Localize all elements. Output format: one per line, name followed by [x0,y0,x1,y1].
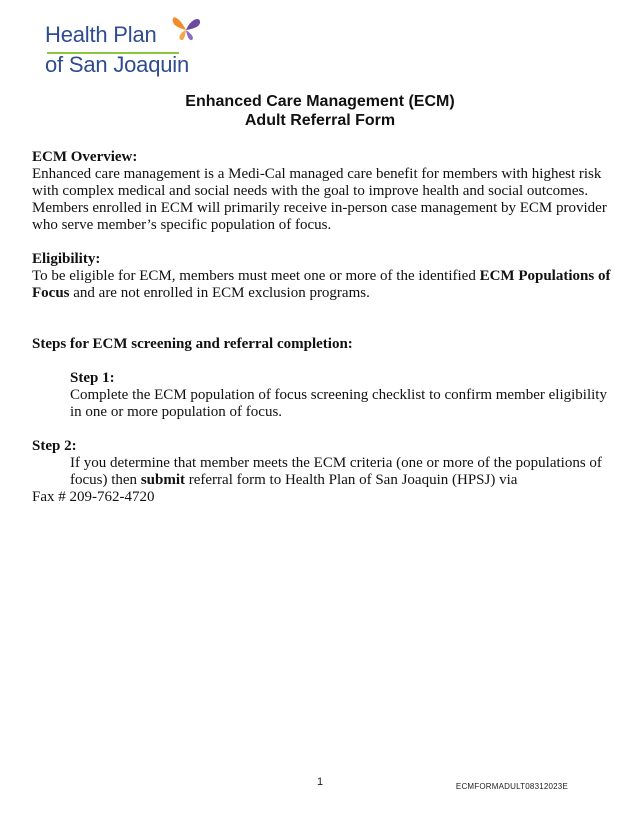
page-number: 1 [316,776,324,788]
step-1-heading: Step 1: [70,370,115,386]
step-2-text-before: If you determine that member meets the ECM criteria (one or more of the populations of focus) then [70,455,602,488]
eligibility-body [32,268,612,302]
butterfly-icon [169,14,203,44]
form-title [0,92,640,130]
fax-number: Fax # 209-762-4720 [32,489,155,505]
step-2-body [70,455,612,489]
step-2-section [32,438,612,506]
logo-text-line1: Health Plan [45,22,157,47]
overview-heading: ECM Overview: [32,149,138,165]
step-1-section [70,370,612,421]
form-code: ECMFORMADULT08312023E [455,782,568,791]
step-2-text-after: referral form to Health Plan of San Joaquin (HPSJ) via [185,472,518,488]
step-1-body: Complete the ECM population of focus screening checklist to confirm member eligibility in one or more population of focus. [70,387,607,420]
logo-text-line2: of San Joaquin [45,52,189,77]
health-plan-logo [45,14,210,84]
steps-heading: Steps for ECM screening and referral completion: [32,336,353,352]
eligibility-heading: Eligibility: [32,251,101,267]
overview-body: Enhanced care management is a Medi-Cal managed care benefit for members with highest risk with complex medical and social needs with the goal to improve health and social outcomes. Members enrolled in ECM will primarily receive in-person case management by ECM provider who serve member’s specific population of focus. [32,166,607,233]
eligibility-text-before: To be eligible for ECM, members must meet one or more of the identified [32,268,480,284]
step-2-heading: Step 2: [32,438,77,454]
eligibility-text-after: and are not enrolled in ECM exclusion programs. [69,285,370,301]
form-title-line2: Adult Referral Form [244,112,396,129]
step-2-submit: submit [140,472,185,488]
form-content [32,149,612,506]
form-title-line1: Enhanced Care Management (ECM) [185,93,455,110]
eligibility-populations-of-focus: ECM Populations of Focus [32,268,611,301]
